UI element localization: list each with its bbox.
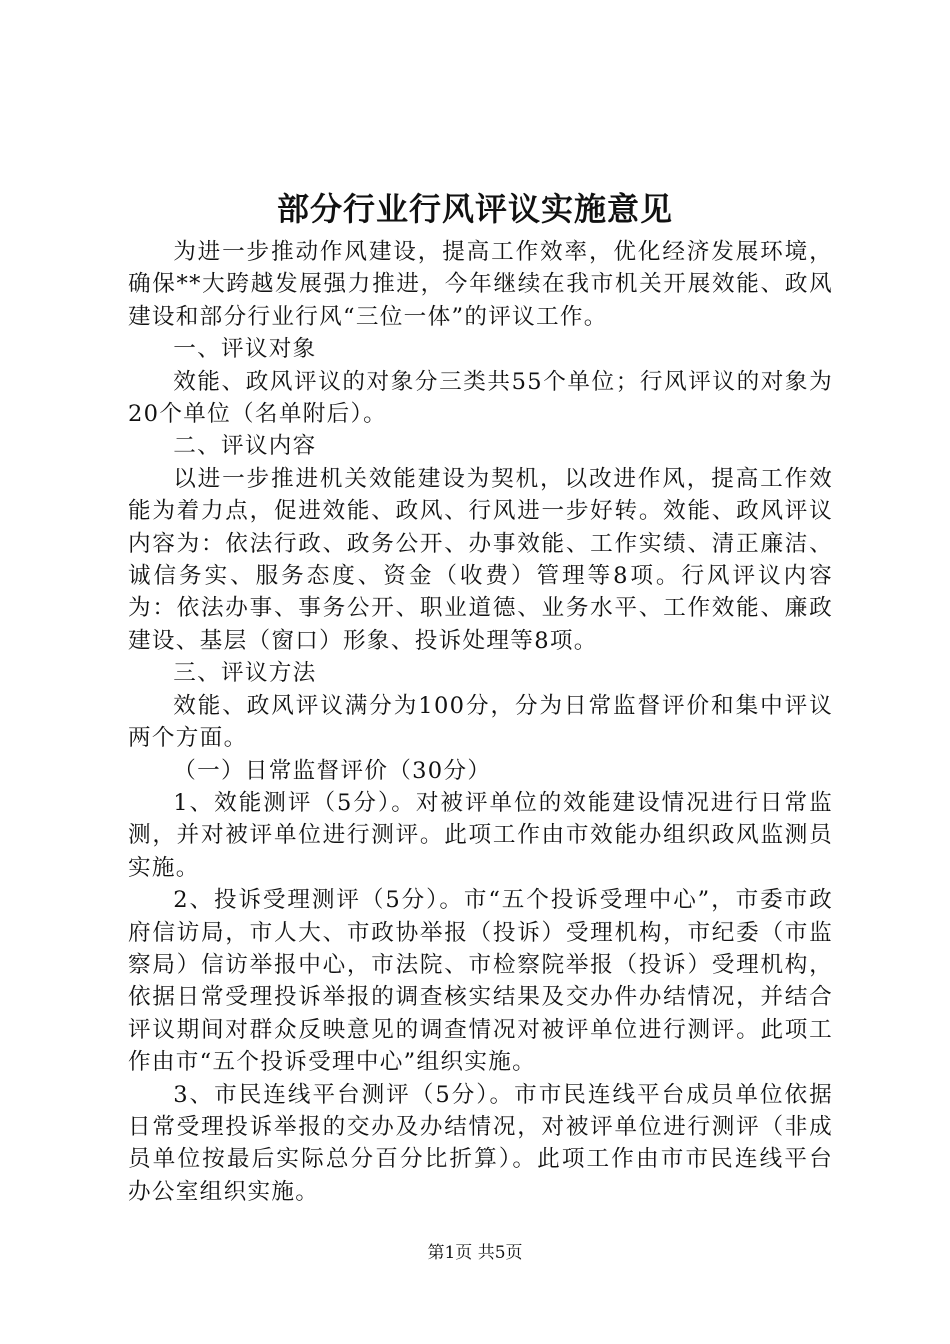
body-paragraph: 效能、政风评议满分为100分，分为日常监督评价和集中评议两个方面。 <box>128 692 833 752</box>
section-heading: 三、评议方法 <box>173 660 317 687</box>
document-body <box>128 236 833 1208</box>
section-heading: 二、评议内容 <box>173 433 317 460</box>
body-paragraph: 以进一步推进机关效能建设为契机，以改进作风，提高工作效能为着力点，促进效能、政风、行风进一步好转。效能、政风评议内容为：依法行政、政务公开、办事效能、工作实绩、清正廉洁、诚信务实、服务态度、资金（收费）管理等8项。行风评议内容为：依法办事、事务公开、职业道德、业务水平、工作效能、廉政建设、基层（窗口）形象、投诉处理等8项。 <box>128 465 833 654</box>
page-footer: 第1页 共5页 <box>427 1243 523 1263</box>
intro-paragraph: 为进一步推动作风建设，提高工作效率，优化经济发展环境，确保**大跨越发展强力推进，今年继续在我市机关开展效能、政风建设和部分行业行风“三位一体”的评议工作。 <box>128 239 833 330</box>
body-paragraph: 效能、政风评议的对象分三类共55个单位；行风评议的对象为20个单位（名单附后）。 <box>128 368 833 428</box>
body-paragraph: 1、效能测评（5分）。对被评单位的效能建设情况进行日常监测，并对被评单位进行测评。此项工作由市效能办组织政风监测员实施。 <box>128 789 833 881</box>
body-paragraph: 2、投诉受理测评（5分）。市“五个投诉受理中心”，市委市政府信访局，市人大、市政协举报（投诉）受理机构，市纪委（市监察局）信访举报中心，市法院、市检察院举报（投诉）受理机构，依据日常受理投诉举报的调查核实结果及交办件办结情况，并结合评议期间对群众反映意见的调查情况对被评单位进行测评。此项工作由市“五个投诉受理中心”组织实施。 <box>128 887 833 1076</box>
subsection-heading: （一）日常监督评价（30分） <box>173 757 492 784</box>
body-paragraph: 3、市民连线平台测评（5分）。市市民连线平台成员单位依据日常受理投诉举报的交办及办结情况，对被评单位进行测评（非成员单位按最后实际总分百分比折算）。此项工作由市市民连线平台办公室组织实施。 <box>128 1081 833 1205</box>
document-title: 部分行业行风评议实施意见 <box>276 190 673 228</box>
section-heading: 一、评议对象 <box>173 336 317 363</box>
